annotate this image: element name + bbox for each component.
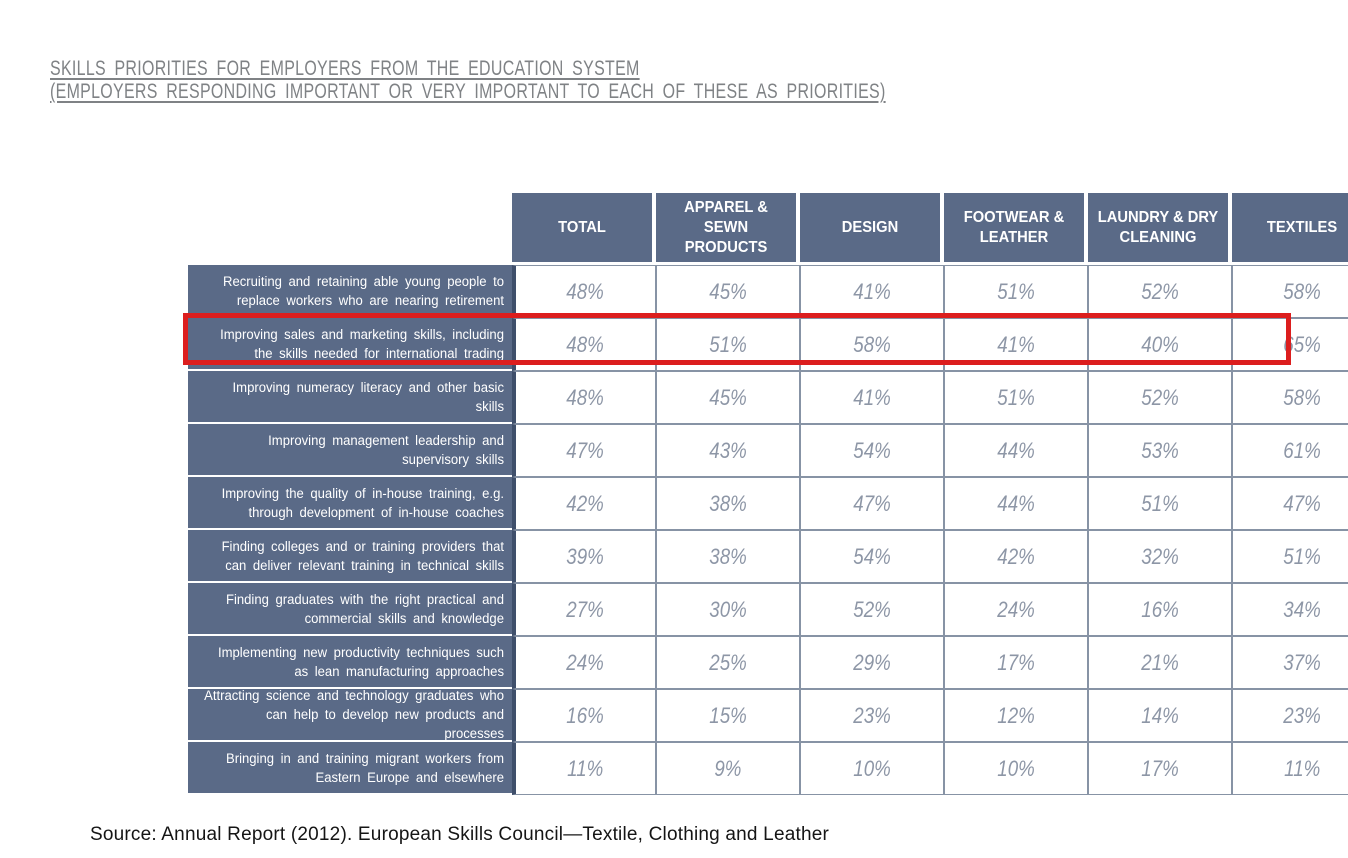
value-cell-text: 47%: [853, 490, 891, 516]
value-cell-text: 34%: [1283, 596, 1321, 622]
value-cell-text: 38%: [709, 490, 747, 516]
value-cell-text: 32%: [1141, 543, 1179, 569]
value-cell-text: 44%: [997, 490, 1035, 516]
value-cell-text: 47%: [566, 437, 605, 463]
row-label: [188, 583, 512, 634]
value-cell-text: 43%: [709, 437, 747, 463]
column-header: [944, 193, 1084, 262]
value-cell-text: 51%: [997, 384, 1035, 410]
value-cell: [1232, 636, 1348, 689]
slide-title: [50, 57, 886, 103]
value-cell-text: 23%: [1283, 702, 1321, 728]
value-cell-text: 29%: [853, 649, 891, 675]
row-label: [188, 636, 512, 687]
value-cell-text: 45%: [709, 278, 747, 304]
value-cell: [800, 583, 944, 636]
value-cell-text: 30%: [709, 596, 747, 622]
row-label: [188, 742, 512, 793]
value-cell-text: 58%: [853, 331, 891, 357]
value-cell: [656, 477, 800, 530]
value-cell-text: 42%: [997, 543, 1035, 569]
value-cell: [1088, 530, 1232, 583]
value-cell: [1088, 689, 1232, 742]
value-cell-text: 45%: [709, 384, 747, 410]
value-cell: [1232, 265, 1348, 318]
value-cell-text: 39%: [566, 543, 605, 569]
value-cell-text: 53%: [1141, 437, 1179, 463]
value-cell: [1088, 265, 1232, 318]
value-cell-text: 17%: [997, 649, 1035, 675]
value-cell-text: 37%: [1283, 649, 1321, 675]
column-header: [1088, 193, 1228, 262]
row-label-text: Attracting science and technology graduates who can help to develop new products and processes: [204, 688, 504, 741]
value-cell: [1232, 477, 1348, 530]
value-cell-text: 54%: [853, 543, 891, 569]
value-cell-text: 51%: [1283, 543, 1321, 569]
value-cell: [800, 636, 944, 689]
value-cell-text: 12%: [997, 702, 1035, 728]
value-cell: [800, 742, 944, 795]
value-cell: [1088, 742, 1232, 795]
row-label-text: Implementing new productivity techniques such as lean manufacturing approaches: [217, 644, 504, 679]
value-cell: [944, 265, 1088, 318]
value-cell: [512, 265, 656, 318]
value-cell-text: 14%: [1141, 702, 1179, 728]
value-cell: [512, 530, 656, 583]
value-cell-text: 25%: [709, 649, 747, 675]
value-cell: [512, 424, 656, 477]
value-cell: [1232, 742, 1348, 795]
column-header-text: LAUNDRY & DRY CLEANING: [1097, 208, 1219, 246]
value-cell-text: 10%: [997, 755, 1035, 781]
value-cell: [1088, 477, 1232, 530]
value-cell: [800, 530, 944, 583]
value-cell-text: 41%: [853, 278, 891, 304]
value-cell: [944, 583, 1088, 636]
value-cell: [656, 424, 800, 477]
column-header: [512, 193, 652, 262]
value-cell: [512, 477, 656, 530]
value-cell-text: 15%: [709, 702, 747, 728]
value-cell: [1088, 636, 1232, 689]
column-header-text: TEXTILES: [1266, 218, 1338, 236]
value-cell-text: 38%: [709, 543, 747, 569]
row-label: [188, 689, 512, 740]
value-cell-text: 23%: [853, 702, 891, 728]
value-cell-text: 21%: [1141, 649, 1179, 675]
value-cell-text: 52%: [853, 596, 891, 622]
row-label: [188, 530, 512, 581]
column-header-text: APPAREL & SEWN PRODUCTS: [684, 198, 768, 256]
value-cell: [656, 742, 800, 795]
value-cell: [1232, 583, 1348, 636]
slide-title-line1: SKILLS PRIORITIES FOR EMPLOYERS FROM THE EDUCATION SYSTEM: [50, 57, 640, 80]
value-cell: [656, 265, 800, 318]
value-cell-text: 42%: [566, 490, 605, 516]
column-header-text: DESIGN: [841, 218, 899, 236]
value-cell: [944, 530, 1088, 583]
row-label-text: Improving numeracy literacy and other basic skills: [232, 379, 504, 414]
value-cell: [944, 689, 1088, 742]
value-cell: [512, 742, 656, 795]
value-cell: [944, 477, 1088, 530]
row-label: [188, 265, 512, 316]
value-cell: [800, 265, 944, 318]
value-cell-text: 65%: [1283, 331, 1321, 357]
value-cell: [656, 583, 800, 636]
value-cell-text: 58%: [1283, 384, 1321, 410]
value-cell: [1232, 530, 1348, 583]
value-cell-text: 51%: [1141, 490, 1179, 516]
value-cell-text: 11%: [567, 755, 604, 781]
value-cell-text: 61%: [1283, 437, 1321, 463]
value-cell: [944, 742, 1088, 795]
value-cell: [800, 424, 944, 477]
value-cell: [512, 689, 656, 742]
value-cell: [1232, 371, 1348, 424]
row-label: [188, 371, 512, 422]
value-cell-text: 11%: [1283, 755, 1321, 781]
value-cell: [512, 636, 656, 689]
highlight-box: [183, 313, 1291, 365]
value-cell-text: 40%: [1141, 331, 1179, 357]
column-header-text: FOOTWEAR & LEATHER: [963, 208, 1065, 246]
slide-title-line2: (EMPLOYERS RESPONDING IMPORTANT OR VERY IMPORTANT TO EACH OF THESE AS PRIORITIES): [50, 80, 886, 103]
value-cell-text: 27%: [566, 596, 605, 622]
value-cell: [512, 583, 656, 636]
skills-table: [188, 193, 1338, 795]
value-cell: [1088, 371, 1232, 424]
row-label-text: Improving management leadership and supervisory skills: [268, 432, 504, 467]
value-cell: [944, 371, 1088, 424]
value-cell-text: 9%: [714, 755, 742, 781]
row-label-text: Improving the quality of in-house training, e.g. through development of in-house coaches: [221, 485, 504, 520]
value-cell: [800, 477, 944, 530]
value-cell-text: 16%: [566, 702, 605, 728]
value-cell: [656, 689, 800, 742]
value-cell-text: 52%: [1141, 384, 1179, 410]
value-cell: [800, 371, 944, 424]
row-label: [188, 477, 512, 528]
value-cell-text: 48%: [566, 278, 605, 304]
value-cell-text: 52%: [1141, 278, 1179, 304]
value-cell-text: 58%: [1283, 278, 1321, 304]
row-label-text: Bringing in and training migrant workers from Eastern Europe and elsewhere: [225, 750, 504, 785]
value-cell: [1088, 583, 1232, 636]
value-cell-text: 48%: [566, 384, 605, 410]
value-cell: [1088, 424, 1232, 477]
value-cell: [1232, 689, 1348, 742]
column-header: [656, 193, 796, 262]
value-cell: [656, 371, 800, 424]
column-header: [1232, 193, 1348, 262]
value-cell-text: 16%: [1141, 596, 1179, 622]
row-label-text: Recruiting and retaining able young people to replace workers who are nearing retirement: [222, 273, 504, 308]
value-cell: [944, 636, 1088, 689]
value-cell: [656, 636, 800, 689]
value-cell-text: 41%: [997, 331, 1035, 357]
column-header: [800, 193, 940, 262]
value-cell: [512, 371, 656, 424]
row-label-text: Finding graduates with the right practical and commercial skills and knowledge: [225, 591, 504, 626]
value-cell-text: 51%: [997, 278, 1035, 304]
value-cell-text: 17%: [1141, 755, 1179, 781]
value-cell-text: 24%: [566, 649, 605, 675]
value-cell-text: 44%: [997, 437, 1035, 463]
value-cell-text: 10%: [853, 755, 891, 781]
value-cell: [944, 424, 1088, 477]
value-cell-text: 51%: [709, 331, 747, 357]
value-cell-text: 47%: [1283, 490, 1321, 516]
row-label-text: Finding colleges and or training providers that can deliver relevant training in technical skills: [221, 538, 504, 573]
value-cell-text: 41%: [853, 384, 891, 410]
value-cell: [656, 530, 800, 583]
value-cell: [1232, 424, 1348, 477]
table-corner: [188, 193, 512, 265]
source-note: Source: Annual Report (2012). European Skills Council—Textile, Clothing and Leather: [90, 824, 830, 845]
value-cell: [800, 689, 944, 742]
row-label: [188, 424, 512, 475]
row-label-text: Improving sales and marketing skills, including the skills needed for international trading: [220, 326, 504, 361]
value-cell-text: 24%: [997, 596, 1035, 622]
value-cell-text: 48%: [566, 331, 605, 357]
column-header-text: TOTAL: [558, 218, 606, 236]
value-cell-text: 54%: [853, 437, 891, 463]
